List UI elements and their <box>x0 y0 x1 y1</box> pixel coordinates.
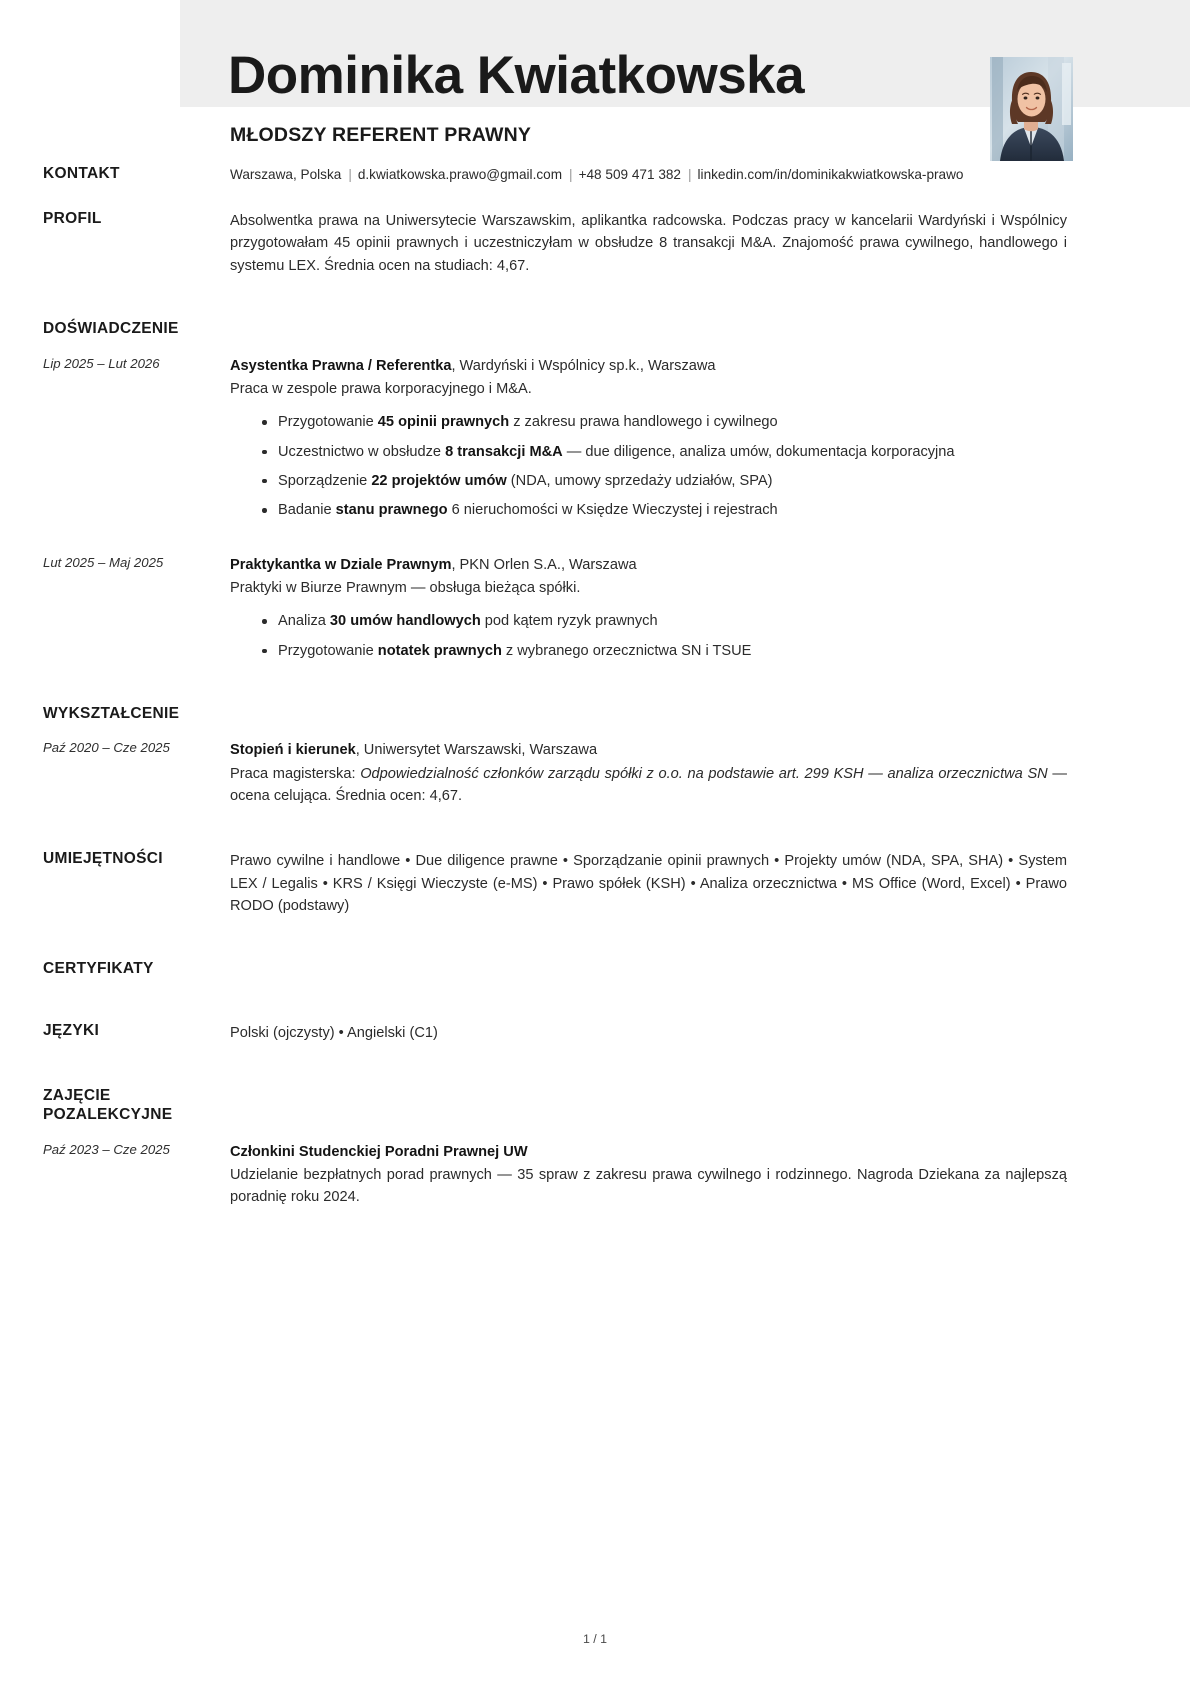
thesis-prefix: Praca magisterska: <box>230 765 361 782</box>
experience-bullet-list <box>230 610 1067 662</box>
experience-detail-column <box>230 554 1190 662</box>
contact-linkedin[interactable]: linkedin.com/in/dominikakwiatkowska-prawo <box>697 167 964 182</box>
experience-company: , Wardyński i Wspólnicy sp.k., Warszawa <box>451 357 716 374</box>
thesis-suffix: — ocena celująca. Średnia ocen: 4,67. <box>230 765 1067 805</box>
education-thesis <box>230 763 1067 808</box>
extracurricular-description: Udzielanie bezpłatnych porad prawnych — 35 spraw z zakresu prawa cywilnego i rodzinnego. Nagroda Dziekana za najlepszą poradnię roku 2024. <box>230 1166 1067 1206</box>
experience-entry <box>0 355 1190 522</box>
contact-separator-icon: | <box>569 167 573 182</box>
experience-company: , PKN Orlen S.A., Warszawa <box>451 556 637 573</box>
section-label-column <box>0 705 230 724</box>
experience-entry <box>0 554 1190 662</box>
experience-daterange: Lut 2025 – Maj 2025 <box>43 554 164 570</box>
bullet-highlight: stanu prawnego <box>335 502 448 519</box>
section-certyfikaty <box>0 960 1190 979</box>
bullet-pre-text: Przygotowanie <box>278 642 378 659</box>
bullet-post-text: pod kątem ryzyk prawnych <box>480 613 658 630</box>
experience-detail-column <box>230 355 1190 522</box>
bullet-highlight: 8 transakcji M&A <box>445 443 563 460</box>
section-profil <box>0 210 1190 277</box>
contact-location: Warszawa, Polska <box>230 167 342 182</box>
list-item <box>261 499 1067 521</box>
section-title-doswiadczenie: DOŚWIADCZENIE <box>43 320 179 338</box>
section-label-column <box>0 850 230 869</box>
bullet-highlight: 22 projektów umów <box>371 472 507 489</box>
education-school: , Uniwersytet Warszawski, Warszawa <box>355 742 598 759</box>
section-body-column <box>230 210 1190 277</box>
languages-text: Polski (ojczysty) • Angielski (C1) <box>230 1025 438 1042</box>
section-title-wyksztalcenie: WYKSZTAŁCENIE <box>43 704 180 722</box>
contact-email[interactable]: d.kwiatkowska.prawo@gmail.com <box>357 167 563 182</box>
extracurricular-title-text: Członkini Studenckiej Poradni Prawnej UW <box>230 1143 528 1160</box>
section-jezyki <box>0 1022 1190 1044</box>
extracurricular-title <box>230 1141 1067 1163</box>
bullet-highlight: 45 opinii prawnych <box>377 414 510 431</box>
profile-photo-illustration <box>990 57 1073 161</box>
bullet-pre-text: Sporządzenie <box>278 472 372 489</box>
bullet-post-text: z zakresu prawa handlowego i cywilnego <box>509 414 778 431</box>
experience-summary: Praktyki w Biurze Prawnym — obsługa bieżąca spółki. <box>230 579 581 596</box>
extracurricular-entry <box>0 1141 1190 1209</box>
experience-date-column <box>0 554 230 572</box>
section-kontakt <box>0 165 1190 184</box>
experience-headline <box>230 355 1067 377</box>
resume-header <box>0 0 1190 160</box>
contact-line <box>230 165 1067 184</box>
section-body-column <box>230 165 1190 184</box>
experience-daterange: Lip 2025 – Lut 2026 <box>43 355 160 371</box>
section-body-column <box>230 850 1190 917</box>
bullet-pre-text: Przygotowanie <box>278 414 378 431</box>
avatar <box>990 57 1073 161</box>
section-label-column <box>0 960 230 979</box>
section-wyksztalcenie-header <box>0 705 1190 724</box>
section-umiejetnosci <box>0 850 1190 917</box>
section-title-profil: PROFIL <box>43 210 102 228</box>
bullet-highlight: notatek prawnych <box>377 642 502 659</box>
section-title-umiejetnosci: UMIEJĘTNOŚCI <box>43 850 163 868</box>
thesis-title: Odpowiedzialność członków zarządu spółki z o.o. na podstawie art. 299 KSH — analiza orzecznictwa SN <box>360 765 1048 782</box>
bullet-pre-text: Analiza <box>278 613 330 630</box>
section-doswiadczenie-header <box>0 320 1190 339</box>
resume-content <box>0 160 1190 1209</box>
section-title-certyfikaty: CERTYFIKATY <box>43 960 154 978</box>
contact-separator-icon: | <box>348 167 352 182</box>
section-zajecie-pozalekcyjne-header <box>0 1087 1190 1124</box>
experience-role: Asystentka Prawna / Referentka <box>230 357 452 374</box>
bullet-post-text: 6 nieruchomości w Księdze Wieczystej i rejestrach <box>447 502 778 519</box>
contact-phone[interactable]: +48 509 471 382 <box>578 167 681 182</box>
page-title: Dominika Kwiatkowska <box>228 46 805 105</box>
extracurricular-date-column <box>0 1141 230 1159</box>
list-item <box>261 640 1067 662</box>
bullet-pre-text: Badanie <box>278 502 336 519</box>
bullet-post-text: z wybranego orzecznictwa SN i TSUE <box>501 642 752 659</box>
profile-text: Absolwentka prawa na Uniwersytecie Warszawskim, aplikantka radcowska. Podczas pracy w kancelarii Wardyński i Wspólnicy przygotowałam 45 opinii prawnych i uczestniczyłam w obsłudze 8 transakcji M&A. Znajomość prawa cywilnego, handlowego i systemu LEX. Średnia ocen na studiach: 4,67. <box>230 213 1067 274</box>
education-degree: Stopień i kierunek <box>230 742 356 759</box>
section-label-column <box>0 210 230 229</box>
bullet-post-text: — due diligence, analiza umów, dokumentacja korporacyjna <box>562 443 955 460</box>
education-detail-column <box>230 739 1190 807</box>
section-label-column <box>0 320 230 339</box>
education-date-column <box>0 739 230 757</box>
section-label-column <box>0 165 230 184</box>
experience-headline <box>230 554 1067 576</box>
section-body-column <box>230 1022 1190 1044</box>
extracurricular-detail-column <box>230 1141 1190 1209</box>
skills-text: Prawo cywilne i handlowe • Due diligence prawne • Sporządzanie opinii prawnych • Projekty umów (NDA, SPA, SHA) • System LEX / Legalis • KRS / Księgi Wieczyste (e-MS) • Prawo spółek (KSH) • Analiza orzecznictwa • MS Office (Word, Excel) • Prawo RODO (podstawy) <box>230 853 1067 915</box>
bullet-highlight: 30 umów handlowych <box>329 613 481 630</box>
experience-summary: Praca w zespole prawa korporacyjnego i M&A. <box>230 380 532 397</box>
education-entry <box>0 739 1190 807</box>
section-title-zajecie-pozalekcyjne: ZAJĘCIE POZALEKCYJNE <box>43 1087 173 1123</box>
section-title-jezyki: JĘZYKI <box>43 1022 100 1040</box>
education-daterange: Paź 2020 – Cze 2025 <box>43 740 170 756</box>
list-item <box>261 411 1067 433</box>
page-indicator: 1 / 1 <box>582 1632 608 1646</box>
section-label-column <box>0 1022 230 1041</box>
list-item <box>261 441 1067 463</box>
section-label-column <box>0 1087 230 1124</box>
experience-date-column <box>0 355 230 373</box>
list-item <box>261 470 1067 492</box>
bullet-pre-text: Uczestnictwo w obsłudze <box>278 443 446 460</box>
experience-bullet-list <box>230 411 1067 521</box>
bullet-post-text: (NDA, umowy sprzedaży udziałów, SPA) <box>506 472 773 489</box>
experience-role: Praktykantka w Dziale Prawnym <box>230 556 452 573</box>
contact-separator-icon: | <box>688 167 692 182</box>
list-item <box>261 610 1067 632</box>
section-title-kontakt: KONTAKT <box>43 165 120 182</box>
extracurricular-daterange: Paź 2023 – Cze 2025 <box>43 1141 170 1157</box>
education-headline <box>230 739 1067 761</box>
job-title: MŁODSZY REFERENT PRAWNY <box>230 124 532 146</box>
